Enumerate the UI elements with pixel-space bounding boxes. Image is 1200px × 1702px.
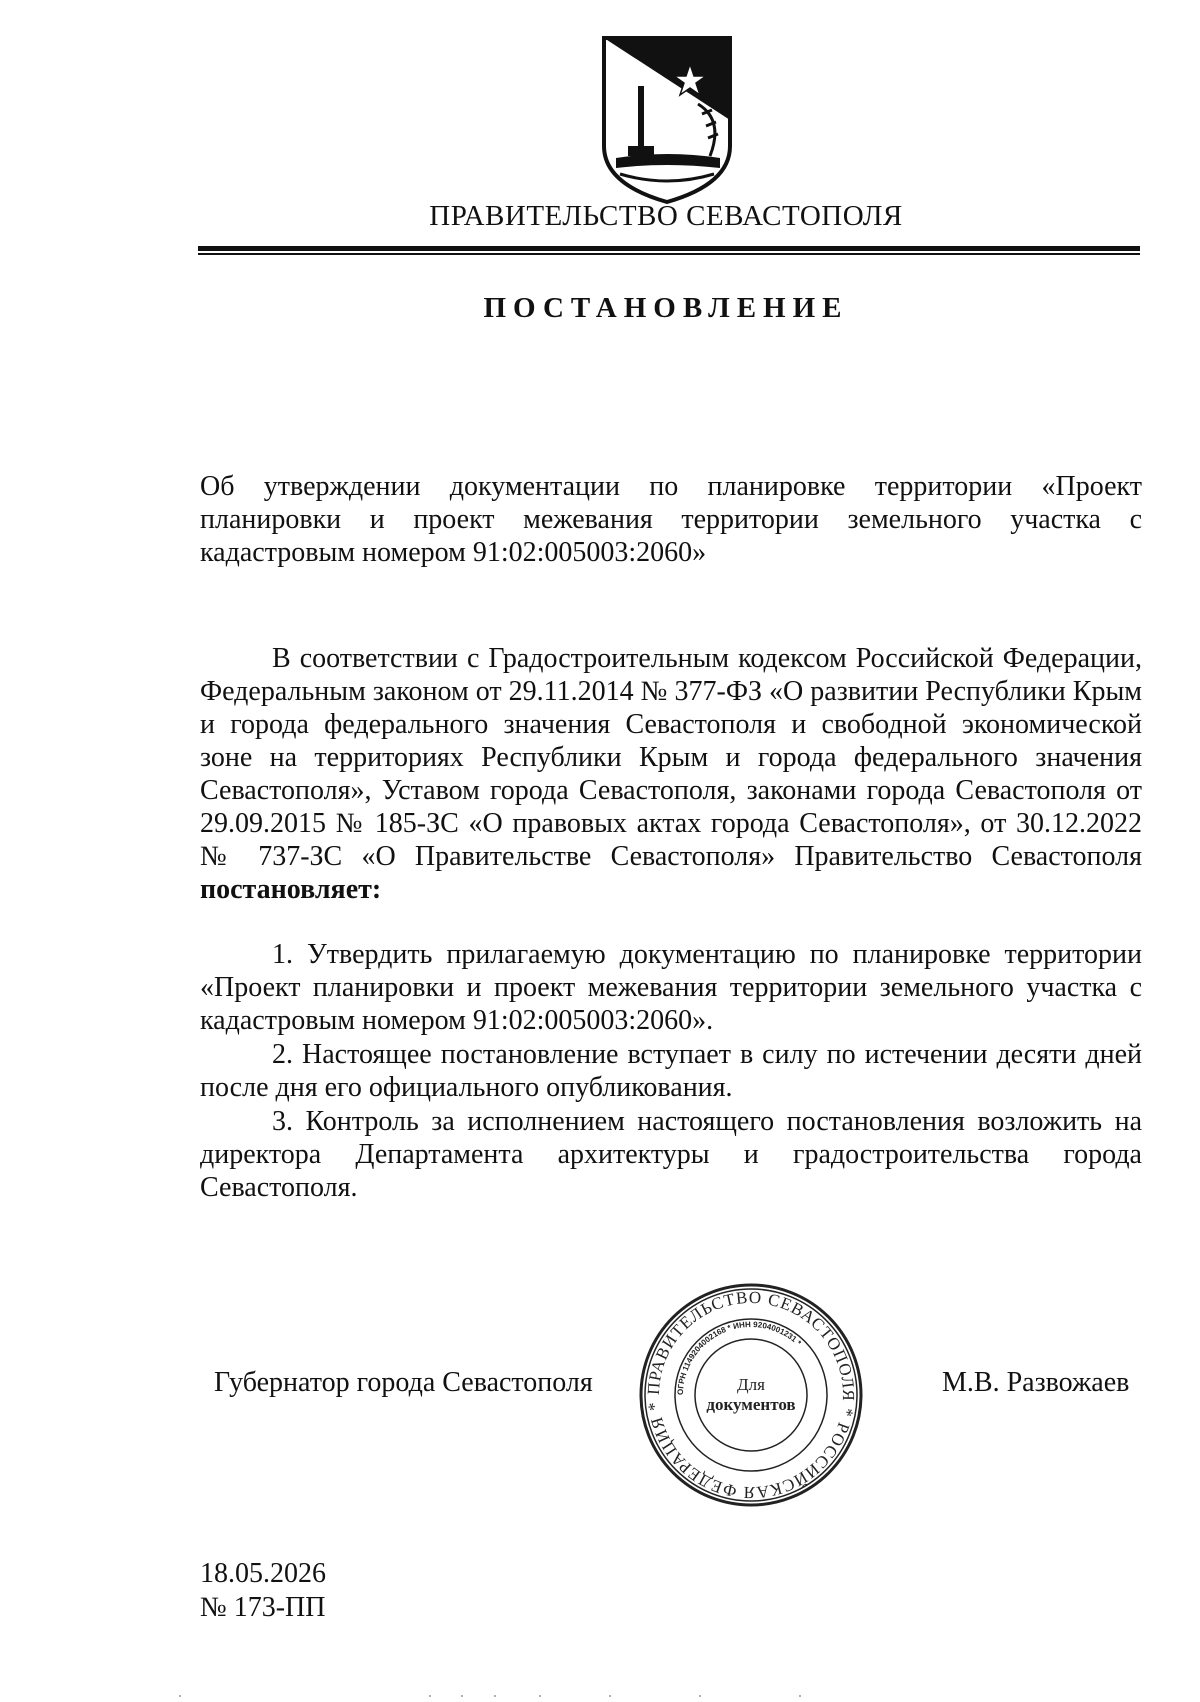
document-number: № 173-ПП [200,1592,326,1623]
scan-artifact-dots [0,1690,1200,1702]
seal-outer-text: ПРАВИТЕЛЬСТВО СЕВАСТОПОЛЯ * РОССИЙСКАЯ ФЕДЕРАЦИЯ * [643,1287,859,1503]
seal-inner-text: ОГРН 1149204002168 * ИНН 9204001231 * [675,1319,803,1396]
decree-items [200,938,1142,1205]
header-divider-thin [198,253,1140,255]
document-type: ПОСТАНОВЛЕНИЕ [483,292,849,324]
preamble [200,642,1142,906]
header-divider [198,246,1140,251]
decree-item: 2. Настоящее постановление вступает в силу по истечении десяти дней после дня его официального опубликования. [200,1039,1142,1103]
seal-center-line1: Для [737,1375,765,1394]
document-date: 18.05.2026 [200,1558,326,1589]
document-subject: Об утверждении документации по планировке территории «Проект планировки и проект межевания территории земельного участка с кадастровым номером 91:02:005003:2060» [200,471,1142,568]
signatory-name: М.В. Развожаев [942,1367,1130,1398]
organization-name: ПРАВИТЕЛЬСТВО СЕВАСТОПОЛЯ [429,200,903,232]
signatory-title: Губернатор города Севастополя [214,1367,593,1398]
preamble-verb: постановляет: [200,874,382,905]
seal-center-line2: документов [706,1395,796,1414]
sevastopol-coat-of-arms-icon [598,34,736,206]
decree-item: 3. Контроль за исполнением настоящего постановления возложить на директора Департамента архитектуры и градостроительства города Севастополя. [200,1106,1142,1203]
decree-item: 1. Утвердить прилагаемую документацию по планировке территории «Проект планировки и проект межевания территории земельного участка с кадастровым номером 91:02:005003:2060». [200,939,1142,1036]
preamble-text: В соответствии с Градостроительным кодексом Российской Федерации, Федеральным законом от 29.11.2014 № 377-ФЗ «О развитии Республики Крым и города федерального значения Севастополя и свободной экономической зоне на территориях Республики Крым и города федерального значения Севастополя», Уставом города Севастополя, законами города Севастополя от 29.09.2015 № 185-ЗС «О правовых актах города Севастополя», от 30.12.2022 № 737-ЗС «О Правительстве Севастополя» Правительство Севастополя [200,643,1142,872]
official-seal-stamp [638,1282,864,1508]
